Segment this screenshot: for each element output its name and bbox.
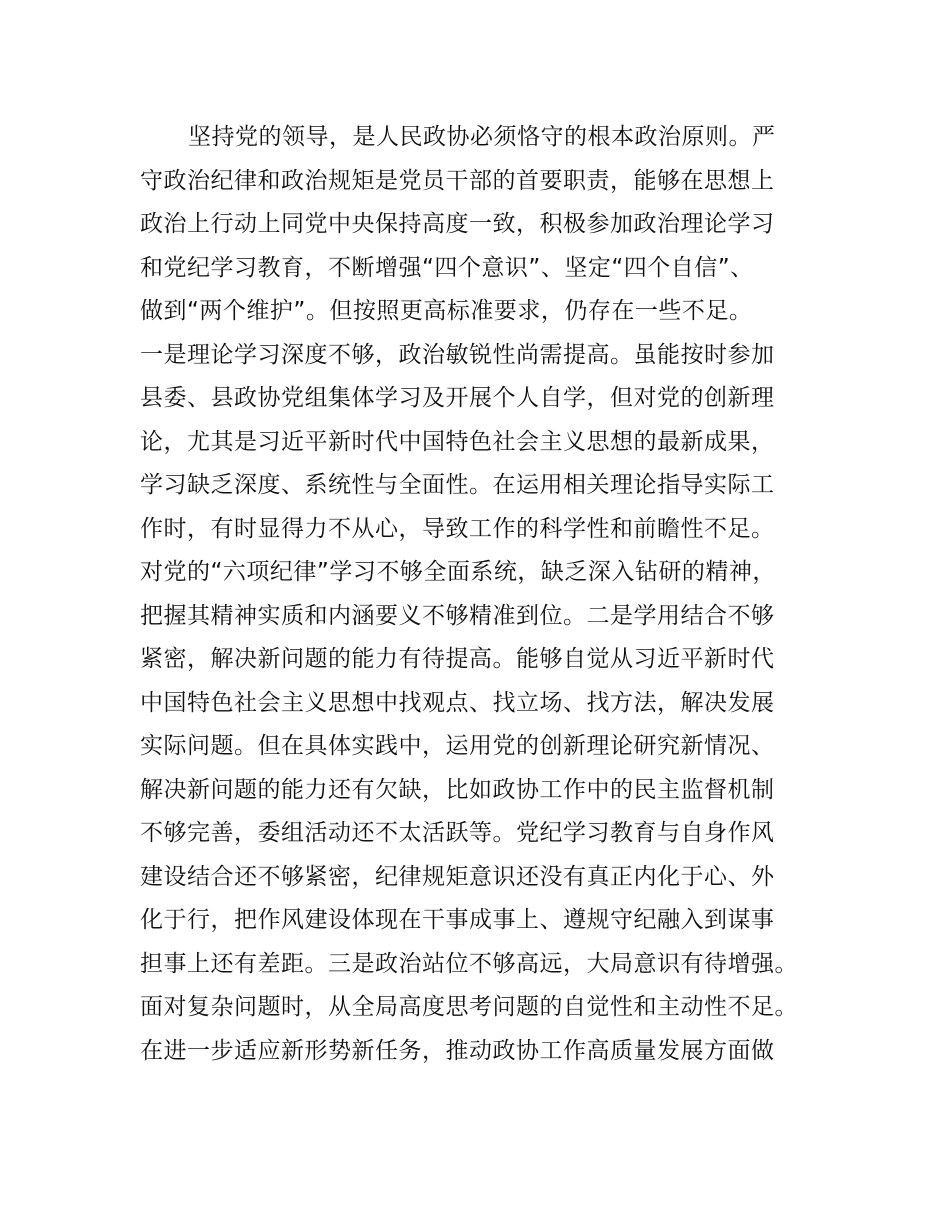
text-line: 担事上还有差距。三是政治站位不够高远，大局意识有待增强。 <box>140 950 798 977</box>
text-line: 作时，有时显得力不从心，导致工作的科学性和前瞻性不足。 <box>140 515 775 542</box>
text-line: 和党纪学习教育，不断增强“四个意识”、坚定“四个自信”、 <box>140 254 754 281</box>
text-line: 在进一步适应新形势新任务，推动政协工作高质量发展方面做 <box>140 1037 775 1064</box>
text-line: 对党的“六项纪律”学习不够全面系统，缺乏深入钻研的精神， <box>140 559 776 585</box>
text-line: 一是理论学习深度不够，政治敏锐性尚需提高。虽能按时参加 <box>140 341 775 368</box>
text-line: 中国特色社会主义思想中找观点、找立场、找方法，解决发展 <box>140 689 775 716</box>
text-line: 解决新问题的能力还有欠缺，比如政协工作中的民主监督机制 <box>140 776 775 803</box>
text-line: 化于行，把作风建设体现在干事成事上、遵规守纪融入到谋事 <box>140 907 775 933</box>
text-line: 面对复杂问题时，从全局高度思考问题的自觉性和主动性不足。 <box>140 994 798 1020</box>
text-line: 论，尤其是习近平新时代中国特色社会主义思想的最新成果， <box>140 428 775 455</box>
text-line: 学习缺乏深度、系统性与全面性。在运用相关理论指导实际工 <box>140 472 775 498</box>
text-line: 守政治纪律和政治规矩是党员干部的首要职责，能够在思想上 <box>140 167 775 194</box>
text-line: 紧密，解决新问题的能力有待提高。能够自觉从习近平新时代 <box>140 646 775 672</box>
text-line: 县委、县政协党组集体学习及开展个人自学，但对党的创新理 <box>140 385 775 411</box>
text-line: 做到“两个维护”。但按照更高标准要求，仍存在一些不足。 <box>140 298 753 324</box>
text-line: 实际问题。但在具体实践中，运用党的创新理论研究新情况、 <box>140 733 775 759</box>
text-line: 不够完善，委组活动还不太活跃等。党纪学习教育与自身作风 <box>140 820 775 846</box>
text-line: 建设结合还不够紧密，纪律规矩意识还没有真正内化于心、外 <box>140 863 775 890</box>
text-line: 坚持党的领导，是人民政协必须恪守的根本政治原则。严 <box>188 124 776 150</box>
text-line: 把握其精神实质和内涵要义不够精准到位。二是学用结合不够 <box>140 602 775 629</box>
body-paragraph <box>140 116 840 1073</box>
text-line: 政治上行动上同党中央保持高度一致，积极参加政治理论学习 <box>140 211 775 237</box>
